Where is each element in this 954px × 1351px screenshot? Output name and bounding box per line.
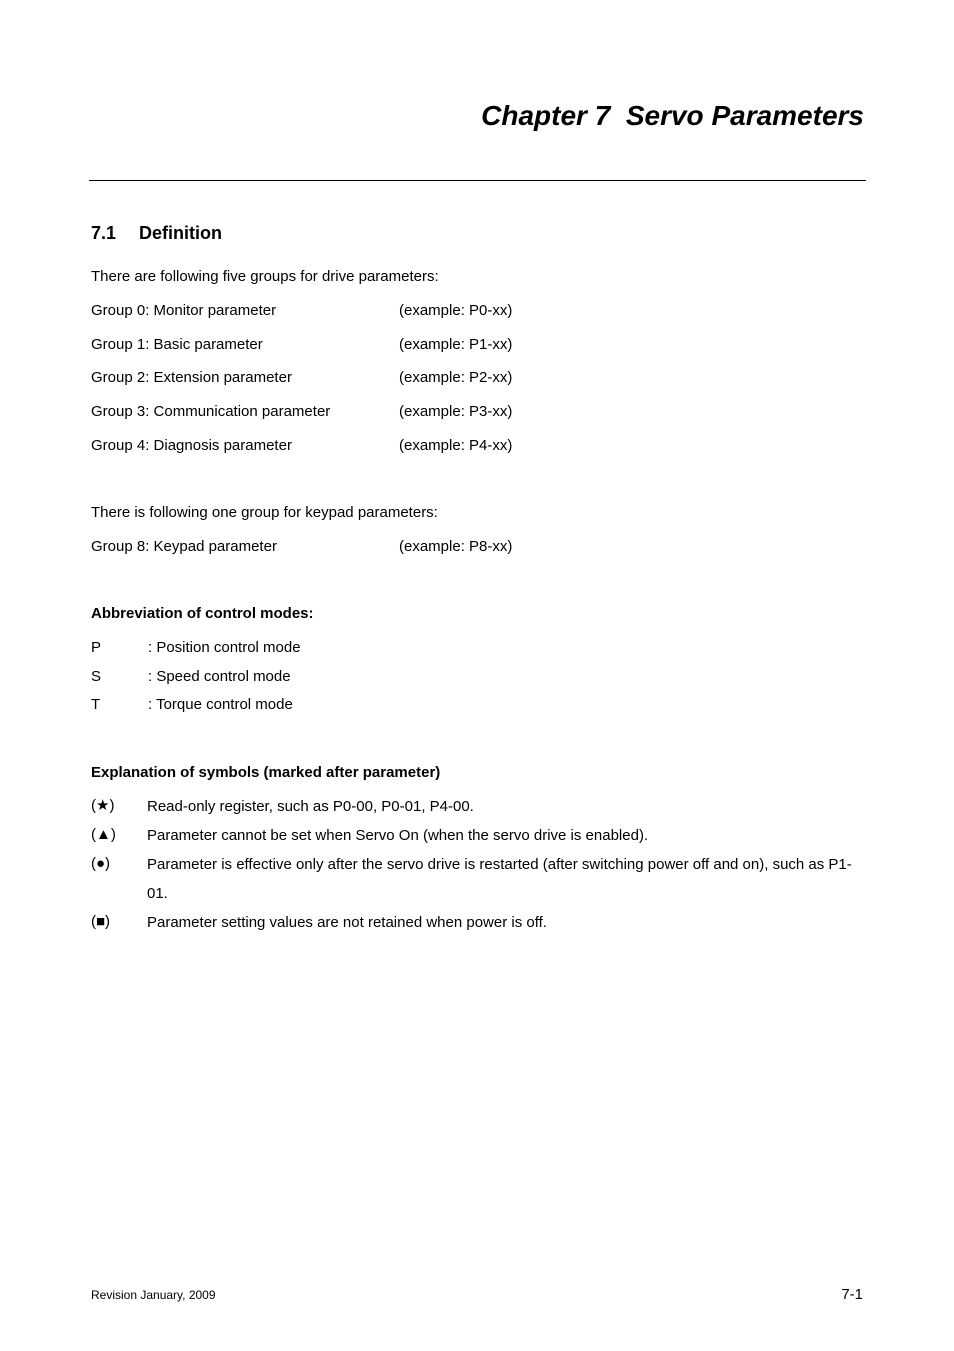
control-mode-item bbox=[91, 668, 291, 686]
control-mode-item bbox=[91, 696, 293, 714]
group-name: Group 4: Diagnosis parameter bbox=[91, 437, 292, 454]
mode-desc: : Position control mode bbox=[148, 639, 301, 656]
group-example: (example: P8-xx) bbox=[399, 538, 513, 555]
symbol-desc: Read-only register, such as P0-00, P0-01, P4-00. bbox=[147, 798, 474, 815]
group-example: (example: P0-xx) bbox=[399, 302, 513, 319]
group-example: (example: P2-xx) bbox=[399, 369, 513, 386]
group-row bbox=[91, 302, 512, 320]
symbol-desc: Parameter setting values are not retained when power is off. bbox=[147, 914, 547, 931]
mode-desc: : Speed control mode bbox=[148, 668, 291, 685]
mode-desc: : Torque control mode bbox=[148, 696, 293, 713]
footer-revision: Revision January, 2009 bbox=[91, 1288, 216, 1302]
symbol-desc: Parameter cannot be set when Servo On (when the servo drive is enabled). bbox=[147, 827, 649, 844]
group-name: Group 3: Communication parameter bbox=[91, 403, 331, 420]
drive-groups-intro: There are following five groups for drive parameters: bbox=[91, 268, 439, 285]
group-name: Group 8: Keypad parameter bbox=[91, 538, 277, 555]
control-modes-heading: Abbreviation of control modes: bbox=[91, 605, 314, 622]
star-icon: (★) bbox=[91, 797, 115, 814]
page-title: Chapter 7 Servo Parameters bbox=[481, 100, 864, 131]
mode-abbr: T bbox=[91, 696, 101, 713]
group-row bbox=[91, 403, 512, 421]
group-name: Group 0: Monitor parameter bbox=[91, 302, 277, 319]
group-example: (example: P1-xx) bbox=[399, 336, 513, 353]
section-title: Definition bbox=[139, 223, 222, 243]
section-heading bbox=[91, 223, 222, 244]
symbol-desc: Parameter is effective only after the servo drive is restarted (after switching power off and on), such as P1-01. bbox=[147, 856, 852, 902]
mode-abbr: S bbox=[91, 668, 102, 685]
control-mode-item bbox=[91, 639, 301, 657]
group-name: Group 2: Extension parameter bbox=[91, 369, 292, 386]
symbols-heading: Explanation of symbols (marked after parameter) bbox=[91, 764, 441, 781]
group-row bbox=[91, 336, 512, 354]
group-row bbox=[91, 437, 512, 455]
square-icon: (■) bbox=[91, 913, 111, 930]
triangle-icon: (▲) bbox=[91, 826, 116, 843]
keypad-group-row bbox=[91, 538, 512, 556]
group-row bbox=[91, 369, 512, 387]
keypad-groups-intro: There is following one group for keypad parameters: bbox=[91, 504, 438, 521]
group-name: Group 1: Basic parameter bbox=[91, 336, 263, 353]
page-number: 7-1 bbox=[841, 1286, 863, 1303]
section-number: 7.1 bbox=[91, 223, 117, 243]
circle-icon: (●) bbox=[91, 855, 111, 872]
title-divider bbox=[89, 180, 866, 181]
mode-abbr: P bbox=[91, 639, 102, 656]
group-example: (example: P4-xx) bbox=[399, 437, 513, 454]
group-example: (example: P3-xx) bbox=[399, 403, 513, 420]
